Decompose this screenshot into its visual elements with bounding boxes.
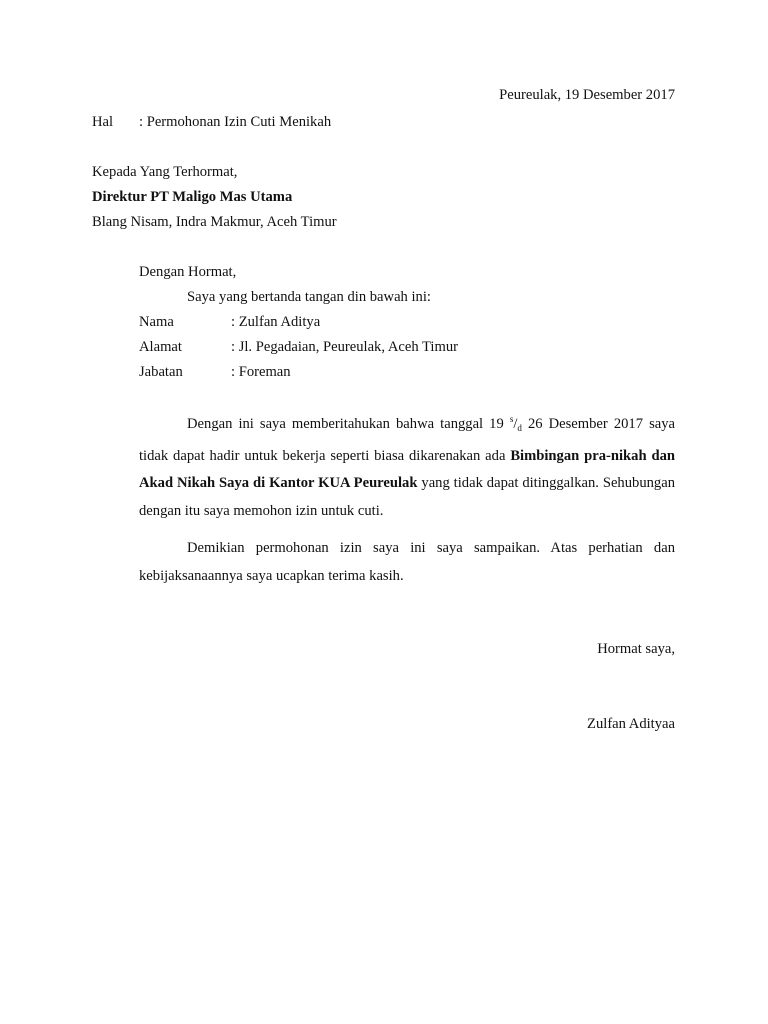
field-label-name: Nama (139, 314, 174, 330)
subject-label: Hal (92, 114, 114, 130)
sd-slash: / (513, 416, 518, 432)
body-paragraph-2 (139, 535, 675, 590)
paragraph-1-text-b: 26 Desember 2017 saya tidak dapat hadir untuk bekerja seperti biasa dikarenakan ada (139, 416, 676, 464)
field-label-position: Jabatan (139, 364, 183, 380)
recipient-name: Direktur PT Maligo Mas Utama (92, 189, 293, 205)
body-paragraph-1 (139, 406, 675, 525)
recipient-salutation: Kepada Yang Terhormat, (92, 164, 238, 180)
closing-line: Hormat saya, (597, 641, 675, 657)
intro-line: Saya yang bertanda tangan din bawah ini: (187, 289, 431, 305)
paragraph-1-text-c: yang tidak dapat ditinggalkan. Sehubungan dengan itu saya memohon izin untuk cuti. (139, 475, 675, 519)
signer-name: Zulfan Adityaa (587, 716, 675, 732)
recipient-address: Blang Nisam, Indra Makmur, Aceh Timur (92, 214, 337, 230)
field-value-position: : Foreman (231, 364, 291, 380)
paragraph-1-text-a: Dengan ini saya memberitahukan bahwa tanggal 19 (187, 416, 510, 432)
greeting: Dengan Hormat, (139, 264, 237, 280)
sd-subscript: d (517, 423, 522, 433)
sd-superscript: s (509, 414, 514, 424)
field-value-address: : Jl. Pegadaian, Peureulak, Aceh Timur (231, 339, 458, 355)
paragraph-1-bold-text: Bimbingan pra-nikah dan Akad Nikah Saya di Kantor KUA Peureulak (139, 447, 675, 491)
field-label-address: Alamat (139, 339, 182, 355)
field-value-name: : Zulfan Aditya (231, 314, 321, 330)
paragraph-2-text: Demikian permohonan izin saya ini saya sampaikan. Atas perhatian dan kebijaksanaannya saya ucapkan terima kasih. (139, 540, 675, 584)
subject-text: : Permohonan Izin Cuti Menikah (139, 114, 332, 130)
letter-date: Peureulak, 19 Desember 2017 (499, 87, 675, 103)
